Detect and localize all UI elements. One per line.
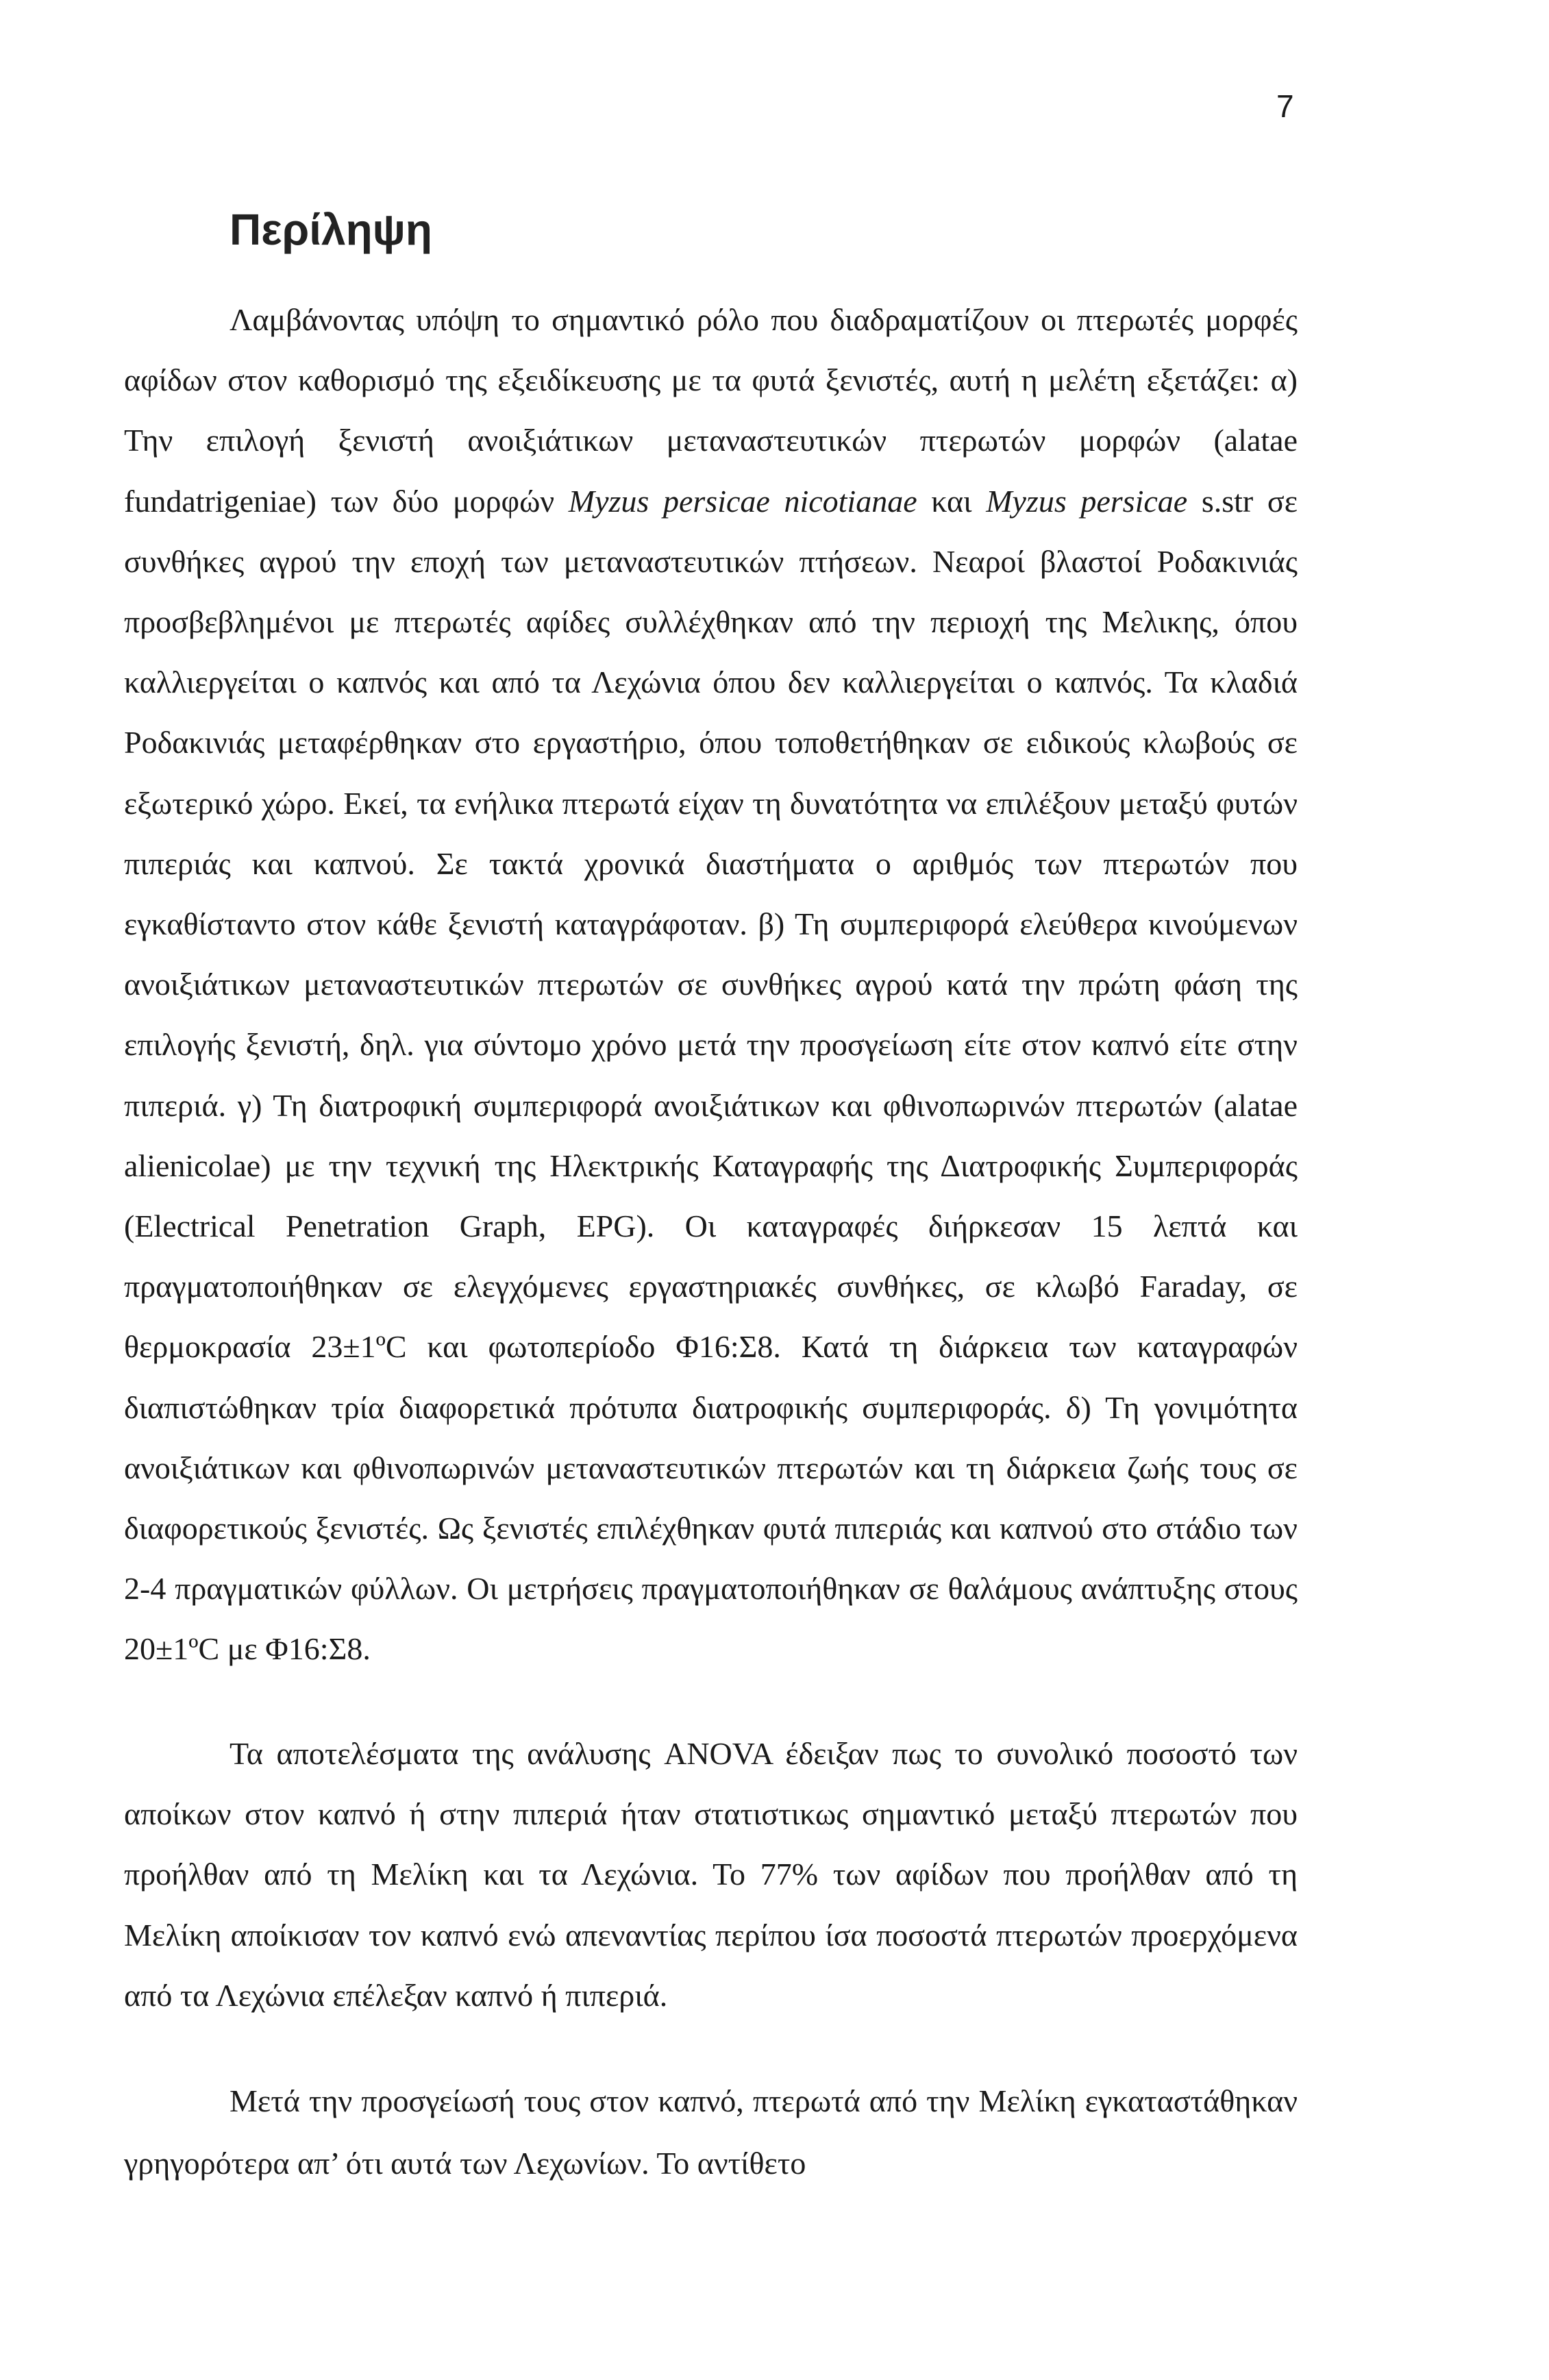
abstract-paragraph-2 bbox=[124, 1724, 1298, 2026]
text-segment: και bbox=[917, 483, 987, 519]
abstract-paragraph-1 bbox=[124, 290, 1298, 1680]
page-number: 7 bbox=[1276, 88, 1294, 124]
text-segment: Μετά την προσγείωσή τους στον καπνό, πτερωτά από την Μελίκη εγκαταστάθηκαν γρηγορότερα απ’ ότι αυτά των Λεχωνίων. Το αντίθετο bbox=[124, 2083, 1298, 2181]
species-name: Myzus persicae bbox=[986, 483, 1188, 519]
abstract-paragraph-3 bbox=[124, 2070, 1298, 2194]
species-name: Myzus persicae nicotianae bbox=[568, 483, 917, 519]
text-segment: Λαμβάνοντας υπόψη το σημαντικό ρόλο που διαδραματίζουν οι πτερωτές μορφές αφίδων στον καθορισμό της εξειδίκευσης με τα φυτά ξενιστές, αυτή η μελέτη εξετάζει: α) Την επιλογή ξενιστή ανοιξιάτικων μεταναστευτικών πτερωτών μορφών (alatae fundatrigeniae) των δύο μορφών bbox=[124, 302, 1298, 519]
text-segment: Τα αποτελέσματα της ανάλυσης ANOVA έδειξαν πως το συνολικό ποσοστό των αποίκων στον καπνό ή στην πιπεριά ήταν στατιστικως σημαντικό μεταξύ πτερωτών που προήλθαν από τη Μελίκη και τα Λεχώνια. Το 77% των αφίδων που προήλθαν από τη Μελίκη αποίκισαν τον καπνό ενώ απεναντίας περίπου ίσα ποσοστά πτερωτών προερχόμενα από τα Λεχώνια επέλεξαν καπνό ή πιπεριά. bbox=[124, 1736, 1298, 2013]
text-segment: s.str σε συνθήκες αγρού την εποχή των μεταναστευτικών πτήσεων. Νεαροί βλαστοί Ροδακινιάς προσβεβλημένοι με πτερωτές αφίδες συλλέχθηκαν από την περιοχή της Μελικης, όπου καλλιεργείται ο καπνός και από τα Λεχώνια όπου δεν καλλιεργείται ο καπνός. Τα κλαδιά Ροδακινιάς μεταφέρθηκαν στο εργαστήριο, όπου τοποθετήθηκαν σε ειδικούς κλωβούς σε εξωτερικό χώρο. Εκεί, τα ενήλικα πτερωτά είχαν τη δυνατότητα να επιλέξουν μεταξύ φυτών πιπεριάς και καπνού. Σε τακτά χρονικά διαστήματα ο αριθμός των πτερωτών που εγκαθίσταντο στον κάθε ξενιστή καταγράφοταν. β) Τη συμπεριφορά ελεύθερα κινούμενων ανοιξιάτικων μεταναστευτικών πτερωτών σε συνθήκες αγρού κατά την πρώτη φάση της επιλογής ξενιστή, δηλ. για σύντομο χρόνο μετά την προσγείωση είτε στον καπνό είτε στην πιπεριά. γ) Τη διατροφική συμπεριφορά ανοιξιάτικων και φθινοπωρινών πτερωτών (alatae alienicolae) με την τεχνική της Ηλεκτρικής Καταγραφής της Διατροφικής Συμπεριφοράς (Electrical Penetration Graph, EPG). Οι καταγραφές διήρκεσαν 15 λεπτά και πραγματοποιήθηκαν σε ελεγχόμενες εργαστηριακές συνθήκες, σε κλωβό Faraday, σε θερμοκρασία 23±1ºC και φωτοπερίοδο Φ16:Σ8. Κατά τη διάρκεια των καταγραφών διαπιστώθηκαν τρία διαφορετικά πρότυπα διατροφικής συμπεριφοράς. δ) Τη γονιμότητα ανοιξιάτικων και φθινοπωρινών μεταναστευτικών πτερωτών και τη διάρκεια ζωής τους σε διαφορετικούς ξενιστές. Ως ξενιστές επιλέχθηκαν φυτά πιπεριάς και καπνού στο στάδιο των 2-4 πραγματικών φύλλων. Οι μετρήσεις πραγματοποιήθηκαν σε θαλάμους ανάπτυξης στους 20±1ºC με Φ16:Σ8. bbox=[124, 483, 1298, 1667]
page-title: Περίληψη bbox=[230, 205, 432, 254]
